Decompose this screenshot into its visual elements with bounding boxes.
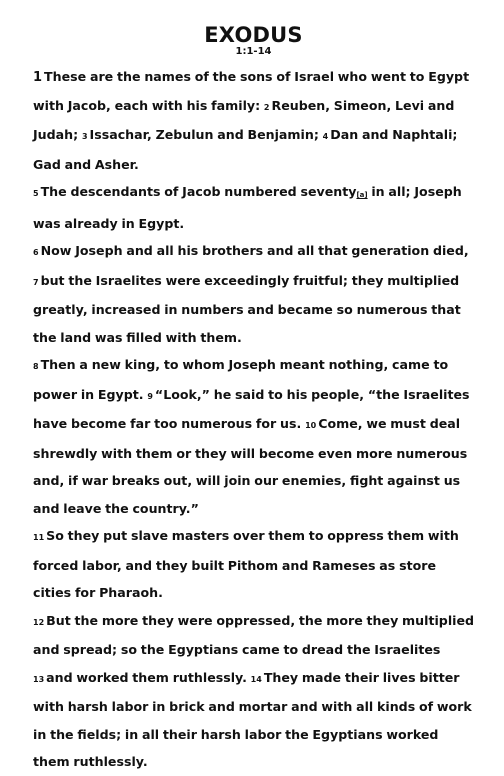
verse-number: 7	[33, 277, 39, 287]
verse-number: 4	[322, 132, 329, 141]
verse-text: These are the names of the sons of Israel who went to Egypt with Jacob, each with his family:	[33, 69, 470, 113]
verse-number: 8	[33, 362, 39, 371]
verse-number: 2	[263, 102, 270, 112]
paragraph-3	[33, 237, 474, 351]
verse-text: “Look,” he said to his people, “the Israelites have become far too numerous for us.	[33, 386, 470, 431]
verse-number: 1	[33, 70, 43, 85]
verse-number: 13	[33, 674, 45, 684]
verse-text: Then a new king, to whom Joseph meant nothing, came to power in Egypt.	[33, 357, 449, 402]
verse-number: 12	[33, 617, 45, 627]
verse-number: 5	[33, 189, 39, 198]
verse-number: 14	[250, 674, 262, 684]
paragraph-4	[33, 351, 474, 522]
verse-number: 11	[33, 533, 45, 542]
verse-text: but the Israelites were exceedingly fruitful; they multiplied greatly, increased in numbers and became so numerous that the land was filled with them.	[33, 272, 461, 345]
verse-number: 3	[81, 132, 88, 141]
paragraph-2	[33, 178, 474, 237]
paragraph-6	[33, 607, 474, 776]
chapter-verse-reference: 1:1-14	[235, 46, 272, 57]
verse-number: 9	[147, 391, 153, 401]
verse-text: Dan and Naphtali; Gad and Asher.	[33, 127, 458, 172]
paragraph-1	[33, 63, 474, 178]
scripture-text	[33, 63, 474, 776]
book-title: EXODUS	[204, 23, 303, 47]
verse-text: But the more they were oppressed, the more they multiplied and spread; so the Egyptians came to dread the Israelites	[33, 612, 475, 657]
verse-text: Reuben, Simeon, Levi and Judah;	[33, 97, 455, 142]
verse-text: in all; Joseph was already in Egypt.	[33, 184, 462, 231]
verse-text: and worked them ruthlessly.	[46, 669, 251, 685]
verse-text: They made their lives bitter with harsh labor in brick and mortar and with all kinds of work in the fields; in all their harsh labor the Egyptians worked them ruthlessly.	[33, 669, 472, 769]
paragraph-5	[33, 522, 474, 607]
verse-text: Issachar, Zebulun and Benjamin;	[89, 127, 323, 142]
verse-number: 6	[33, 248, 39, 257]
verse-text: So they put slave masters over them to oppress them with forced labor, and they built Pithom and Rameses as store cities for Pharaoh.	[33, 528, 459, 600]
verse-text: Come, we must deal shrewdly with them or they will become even more numerous and, if war breaks out, will join our enemies, fight against us and leave the country.”	[33, 416, 468, 516]
verse-number: 10	[305, 421, 317, 430]
verse-text: Now Joseph and all his brothers and all that generation died,	[40, 243, 469, 258]
footnote-link[interactable]: [a]	[356, 191, 368, 199]
verse-text: The descendants of Jacob numbered seventy	[40, 184, 357, 199]
